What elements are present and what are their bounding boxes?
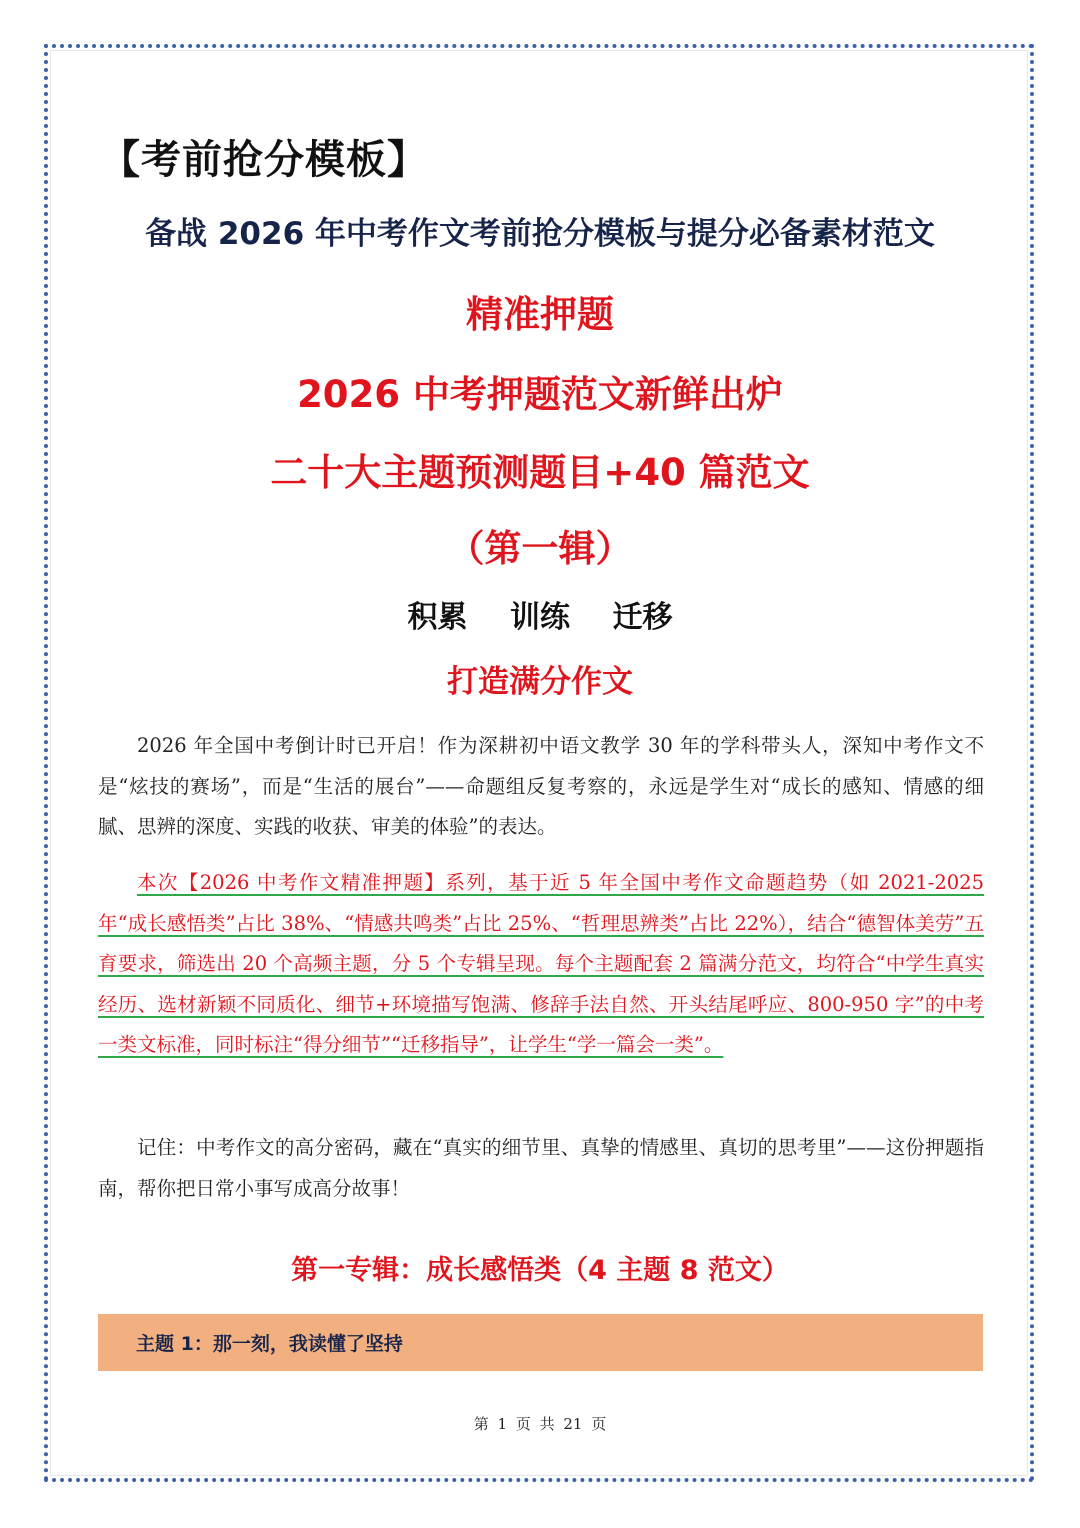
title-line-1: 精准押题 <box>466 293 614 336</box>
slogan: 打造满分作文 <box>447 664 633 700</box>
motto-accumulate: 积累 <box>407 600 468 635</box>
remember-paragraph: 记住：中考作文的高分密码，藏在“真实的细节里、真挚的情感里、真切的思考里”——这份押题指南，帮你把日常小事写成高分故事！ <box>98 1136 984 1200</box>
series-paragraph-text: 本次【2026 中考作文精准押题】系列，基于近 5 年全国中考作文命题趋势（如 2021-2025 年“成长感悟类”占比 38%、“情感共鸣类”占比 25%、“哲理思辨类”占比 22%），结合“德智体美劳”五育要求，筛选出 20 个高频主题，分 5 个专辑呈现。每个主题配套 2 篇满分范文，均符合“中学生真实经历、选材新颖不同质化、细节+环境描写饱满、修辞手法自然、开头结尾呼应、800-950 字”的中考一类文标准，同时标注“得分细节”“迁移指导”，让学生“学一篇会一类”。 <box>98 871 984 1056</box>
intro-paragraph: 2026 年全国中考倒计时已开启！作为深耕初中语文教学 30 年的学科带头人，深知中考作文不是“炫技的赛场”，而是“生活的展台”——命题组反复考察的，永远是学生对“成长的感知、情感的细腻、思辨的深度、实践的收获、审美的体验”的表达。 <box>98 734 984 838</box>
motto-train: 训练 <box>510 600 570 635</box>
title-line-3: 二十大主题预测题目+40 篇范文 <box>270 451 810 494</box>
series-paragraph <box>98 863 984 1066</box>
motto-row <box>0 592 1080 636</box>
document-subtitle: 备战 2026 年中考作文考前抢分模板与提分必备素材范文 <box>145 216 935 252</box>
title-line-4: （第一辑） <box>447 527 633 570</box>
motto-transfer: 迁移 <box>612 600 673 635</box>
page-number: 第 1 页 共 21 页 <box>473 1415 607 1433</box>
title-line-2: 2026 中考押题范文新鲜出炉 <box>297 373 783 416</box>
section-title: 第一专辑：成长感悟类（4 主题 8 范文） <box>291 1255 789 1286</box>
topic-banner <box>98 1314 983 1371</box>
topic-title: 主题 1：那一刻，我读懂了坚持 <box>136 1333 403 1355</box>
template-tag: 【考前抢分模板】 <box>100 137 428 183</box>
